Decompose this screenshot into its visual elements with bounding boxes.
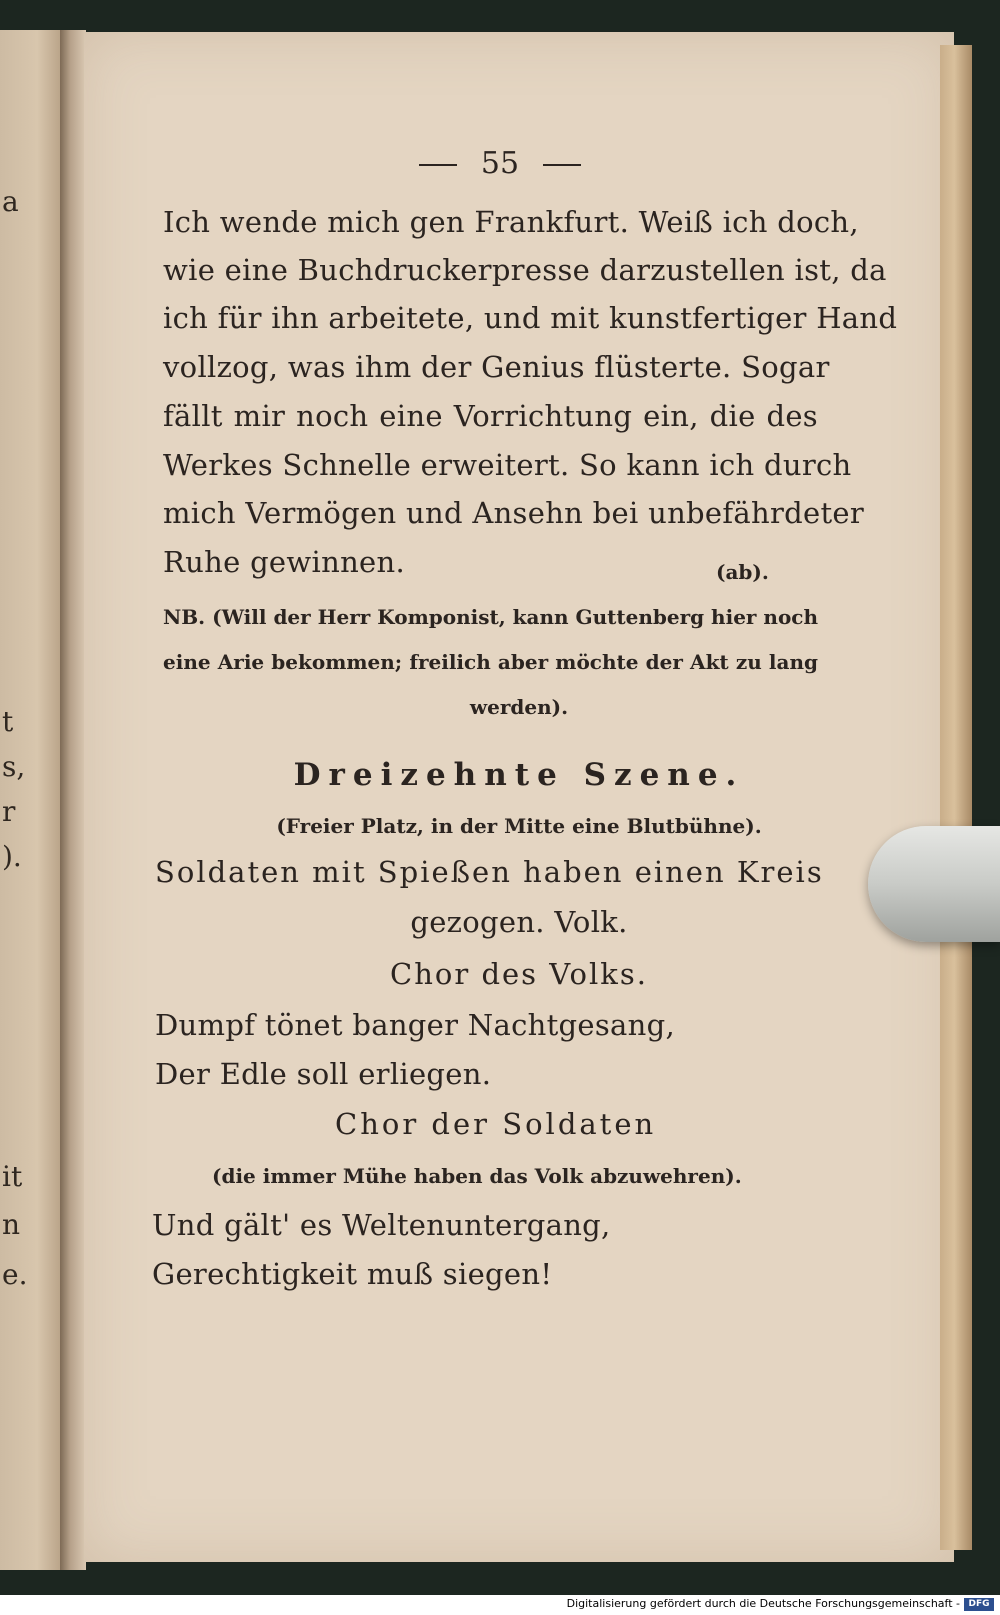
left-page-fragment: s, [2, 750, 26, 783]
paragraph-line: vollzog, was ihm der Genius flüsterte. Sogar [163, 350, 830, 384]
chorus-people-line: Dumpf tönet banger Nachtgesang, [155, 1008, 675, 1042]
left-page-fragment: t [2, 705, 14, 738]
page-block-edge [940, 45, 972, 1550]
paragraph-line: ich für ihn arbeitete, und mit kunstfertiger Hand [163, 301, 898, 335]
page-number [0, 146, 1000, 181]
chorus-people-line: Der Edle soll erliegen. [155, 1057, 492, 1091]
scene-setting-line: Soldaten mit Spießen haben einen Kreis [155, 855, 824, 889]
chorus-soldiers-line: Gerechtigkeit muß siegen! [152, 1257, 553, 1291]
left-page-edge [0, 30, 62, 1570]
paragraph-line: Ich wende mich gen Frankfurt. Weiß ich doch, [163, 205, 859, 239]
left-page-fragment: a [2, 185, 19, 218]
book-gutter [60, 30, 86, 1570]
scene-direction: (Freier Platz, in der Mitte eine Blutbühne). [276, 814, 762, 838]
paragraph-line: mich Vermögen und Ansehn bei unbefährdeter [163, 496, 865, 530]
page-number-value: 55 [480, 146, 520, 181]
paragraph-line: fällt mir noch eine Vorrichtung ein, die des [163, 399, 818, 433]
note-line: NB. (Will der Herr Komponist, kann Guttenberg hier noch [163, 605, 819, 629]
footer-credit: Digitalisierung gefördert durch die Deutsche Forschungsgemeinschaft - [566, 1597, 960, 1610]
left-page-fragment: ). [2, 840, 22, 873]
chorus-soldiers-direction: (die immer Mühe haben das Volk abzuwehren). [212, 1164, 742, 1188]
chorus-people-heading: Chor des Volks. [390, 957, 648, 991]
dfg-logo: DFG [964, 1598, 994, 1611]
paragraph-line: wie eine Buchdruckerpresse darzustellen ist, da [163, 253, 887, 287]
left-page-fragment: e. [2, 1258, 28, 1291]
scene-setting-line: gezogen. Volk. [410, 905, 628, 939]
chorus-soldiers-heading: Chor der Soldaten [335, 1107, 657, 1141]
page-number-dash-right [543, 164, 581, 166]
left-page-fragment: n [2, 1208, 21, 1241]
paragraph-line: Werkes Schnelle erweitert. So kann ich durch [163, 448, 852, 482]
note-line: eine Arie bekommen; freilich aber möchte der Akt zu lang [163, 650, 818, 674]
page-number-dash-left [419, 164, 457, 166]
stage-direction-exit: (ab). [716, 560, 769, 584]
digitization-footer [0, 1595, 1000, 1615]
scene-title: Dreizehnte Szene. [293, 757, 745, 793]
chorus-soldiers-line: Und gält' es Weltenuntergang, [152, 1208, 611, 1242]
left-page-fragment: it [2, 1160, 23, 1193]
paragraph-last-line: Ruhe gewinnen. [163, 545, 406, 579]
note-line: werden). [469, 695, 569, 719]
left-page-fragment: r [2, 795, 16, 828]
